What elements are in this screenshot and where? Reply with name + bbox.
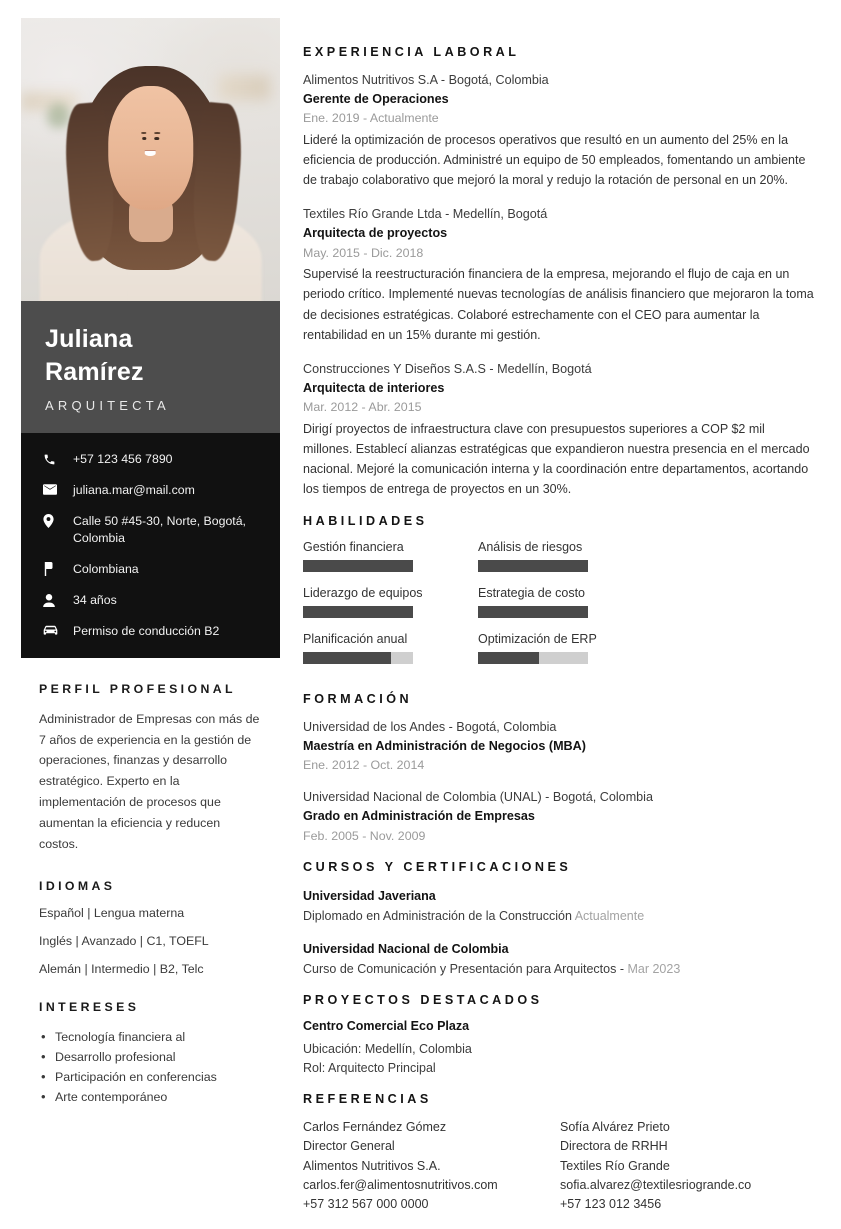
contact-phone <box>43 451 260 469</box>
job-title: Arquitecta de proyectos <box>303 226 448 241</box>
skill-name: Estrategia de costo <box>478 585 586 600</box>
course-name <box>303 906 817 926</box>
references-section <box>303 1092 817 1215</box>
car-icon <box>43 623 63 639</box>
license-text: Permiso de conducción B2 <box>73 623 220 638</box>
project-location: Ubicación: Medellín, Colombia <box>303 1041 472 1056</box>
job-title: Gerente de Operaciones <box>303 91 449 106</box>
course-school: Universidad Javeriana <box>303 888 436 903</box>
contact-address <box>43 513 260 549</box>
course-date: Actualmente <box>574 908 645 923</box>
course-date: Mar 2023 <box>627 961 681 976</box>
education-org: Universidad de los Andes - Bogotá, Colombia <box>303 719 557 734</box>
course-school: Universidad Nacional de Colombia <box>303 941 509 956</box>
job-org: Construcciones Y Diseños S.A.S - Medellín, Bogotá <box>303 362 592 376</box>
education-section <box>303 692 817 846</box>
reference-position: Directora de RRHH <box>560 1139 668 1154</box>
job-description: Dirigí proyectos de infraestructura clave con presupuestos superiores a COP $2 mil millones. Establecí alianzas estratégicas que expandieron nuestra presencia en el mercado nacional. Mejoré la comunicación interna y la coordinación entre departamentos, acortando los tiempos de entrega de proyectos en un 30%. <box>303 421 810 497</box>
course-name <box>303 959 817 979</box>
list-item: • Arte contemporáneo <box>39 1087 262 1107</box>
map-pin-icon <box>43 513 63 529</box>
reference-item <box>303 1118 560 1215</box>
photo-shelf-right <box>218 75 270 100</box>
reference-company: Textiles Río Grande <box>560 1158 670 1173</box>
skill-item <box>478 586 653 618</box>
flag-icon <box>43 561 63 577</box>
skill-bar-fill <box>478 652 539 664</box>
skill-name: Planificación anual <box>303 631 408 646</box>
photo-face <box>108 86 193 211</box>
experience-item <box>303 205 817 345</box>
skill-name: Optimización de ERP <box>478 631 597 646</box>
first-name: Juliana <box>45 325 133 353</box>
profile-text: Administrador de Empresas con más de 7 años de experiencia en la gestión de operaciones, finanzas y desarrollo estratégico. Experto en la implementación de procesos que aumentan la eficiencia y reducen costos. <box>39 711 260 851</box>
experience-item <box>303 71 817 190</box>
job-description: Supervisé la reestructuración financiera de la empresa, mejorando el flujo de caja en un periodo crítico. Implementé nuevas tecnologías de análisis financiero que mejoraron la toma de decisiones estratégicas. Colaboré estrechamente con el CEO para aumentar la rentabilidad en un 15% durante mi gestión. <box>303 267 814 342</box>
reference-name: Sofía Alvárez Prieto <box>560 1119 670 1134</box>
skill-bar-fill <box>303 652 391 664</box>
skill-item <box>478 632 653 664</box>
job-date: Mar. 2012 - Abr. 2015 <box>303 400 422 415</box>
skill-name: Análisis de riesgos <box>478 539 583 554</box>
job-org: Alimentos Nutritivos S.A - Bogotá, Colombia <box>303 73 549 87</box>
person-icon <box>43 592 63 608</box>
education-item <box>303 718 817 776</box>
job-role: ARQUITECTA <box>45 398 170 413</box>
interests-heading: INTERESES <box>39 999 140 1014</box>
experience-item <box>303 360 817 500</box>
education-date: Feb. 2005 - Nov. 2009 <box>303 828 426 843</box>
envelope-icon <box>43 482 63 498</box>
contact-nationality <box>43 561 260 579</box>
skill-bar-fill <box>478 560 588 572</box>
main-column <box>303 45 817 1229</box>
skill-bar <box>303 652 413 664</box>
contact-age <box>43 592 260 610</box>
skill-item <box>303 586 478 618</box>
courses-section <box>303 860 817 979</box>
references-heading: REFERENCIAS <box>303 1091 432 1106</box>
project-name: Centro Comercial Eco Plaza <box>303 1018 470 1033</box>
phone-icon <box>43 451 63 467</box>
skills-grid <box>303 540 817 678</box>
reference-item <box>560 1118 817 1215</box>
photo-eye-right <box>154 137 159 140</box>
skill-bar <box>478 560 588 572</box>
photo-eye-left <box>142 137 147 140</box>
address-text: Calle 50 #45-30, Norte, Bogotá, Colombia <box>73 513 246 546</box>
course-item <box>303 886 817 926</box>
sidebar <box>21 18 280 1107</box>
contact-band <box>21 433 280 658</box>
job-description: Lideré la optimización de procesos operativos que resultó en un aumento del 25% en la eficiencia de producción. Administré un equipo de 50 empleados, fomentando un ambiente de trabajo colaborativo que mejoró la moral y redujo la rotación de personal en un 20%. <box>303 132 806 188</box>
skill-bar <box>303 606 413 618</box>
list-item: • Desarrollo profesional <box>39 1047 262 1067</box>
reference-email: carlos.fer@alimentosnutritivos.com <box>303 1178 498 1192</box>
skill-bar-fill <box>303 560 413 572</box>
skills-heading: HABILIDADES <box>303 513 428 528</box>
language-item: Inglés | Avanzado | C1, TOEFL <box>39 933 209 948</box>
profile-heading: PERFIL PROFESIONAL <box>39 681 236 696</box>
reference-name: Carlos Fernández Gómez <box>303 1119 447 1134</box>
education-org: Universidad Nacional de Colombia (UNAL) - Bogotá, Colombia <box>303 790 653 805</box>
job-title: Arquitecta de interiores <box>303 380 445 395</box>
references-grid <box>303 1118 817 1215</box>
language-item: Español | Lengua materna <box>39 905 185 920</box>
skill-name: Gestión financiera <box>303 539 404 554</box>
contact-license <box>43 623 260 641</box>
reference-company: Alimentos Nutritivos S.A. <box>303 1158 441 1173</box>
education-title: Maestría en Administración de Negocios (MBA) <box>303 738 586 753</box>
list-item: • Participación en conferencias <box>39 1067 262 1087</box>
photo-brow-right <box>154 132 160 134</box>
name-band <box>21 301 280 433</box>
age-text: 34 años <box>73 593 117 608</box>
email-text: juliana.mar@mail.com <box>73 482 195 497</box>
course-item <box>303 939 817 979</box>
reference-position: Director General <box>303 1139 395 1154</box>
job-date: May. 2015 - Dic. 2018 <box>303 245 424 260</box>
language-item: Alemán | Intermedio | B2, Telc <box>39 961 204 976</box>
experience-section <box>303 45 817 500</box>
photo-smile <box>145 151 156 156</box>
reference-email: sofia.alvarez@textilesriogrande.co <box>560 1178 752 1192</box>
profile-photo <box>21 18 280 301</box>
nationality-text: Colombiana <box>73 562 139 577</box>
skill-bar <box>478 606 588 618</box>
project-role: Rol: Arquitecto Principal <box>303 1060 436 1075</box>
skill-bar-fill <box>478 606 588 618</box>
projects-heading: PROYECTOS DESTACADOS <box>303 992 543 1007</box>
reference-phone: +57 123 012 3456 <box>560 1197 662 1212</box>
skill-bar <box>478 652 588 664</box>
education-heading: FORMACIÓN <box>303 691 413 706</box>
interests-list <box>39 1027 262 1107</box>
skill-name: Liderazgo de equipos <box>303 585 423 600</box>
course-name-text: Diplomado en Administración de la Construcción <box>303 908 575 923</box>
job-date: Ene. 2019 - Actualmente <box>303 111 439 126</box>
skill-bar-fill <box>303 606 413 618</box>
phone-text: +57 123 456 7890 <box>73 452 173 466</box>
languages-section <box>21 879 280 976</box>
course-name-text: Curso de Comunicación y Presentación para Arquitectos - <box>303 961 628 976</box>
education-item <box>303 788 817 846</box>
list-item: • Tecnología financiera al <box>39 1027 262 1047</box>
job-org: Textiles Río Grande Ltda - Medellín, Bogotá <box>303 207 548 222</box>
courses-heading: CURSOS Y CERTIFICACIONES <box>303 859 572 874</box>
last-name: Ramírez <box>45 358 144 386</box>
profile-section <box>21 682 280 855</box>
reference-phone: +57 312 567 000 0000 <box>303 1197 429 1212</box>
languages-heading: IDIOMAS <box>39 878 116 893</box>
education-title: Grado en Administración de Empresas <box>303 809 535 824</box>
photo-plant <box>47 103 70 128</box>
photo-brow-left <box>141 132 147 134</box>
education-date: Ene. 2012 - Oct. 2014 <box>303 758 425 773</box>
interests-section <box>21 1000 280 1107</box>
skill-item <box>303 540 478 572</box>
skills-section <box>303 514 817 678</box>
skill-item <box>478 540 653 572</box>
skill-bar <box>303 560 413 572</box>
contact-email <box>43 482 260 500</box>
projects-section <box>303 993 817 1078</box>
experience-heading: EXPERIENCIA LABORAL <box>303 45 520 59</box>
skill-item <box>303 632 478 664</box>
